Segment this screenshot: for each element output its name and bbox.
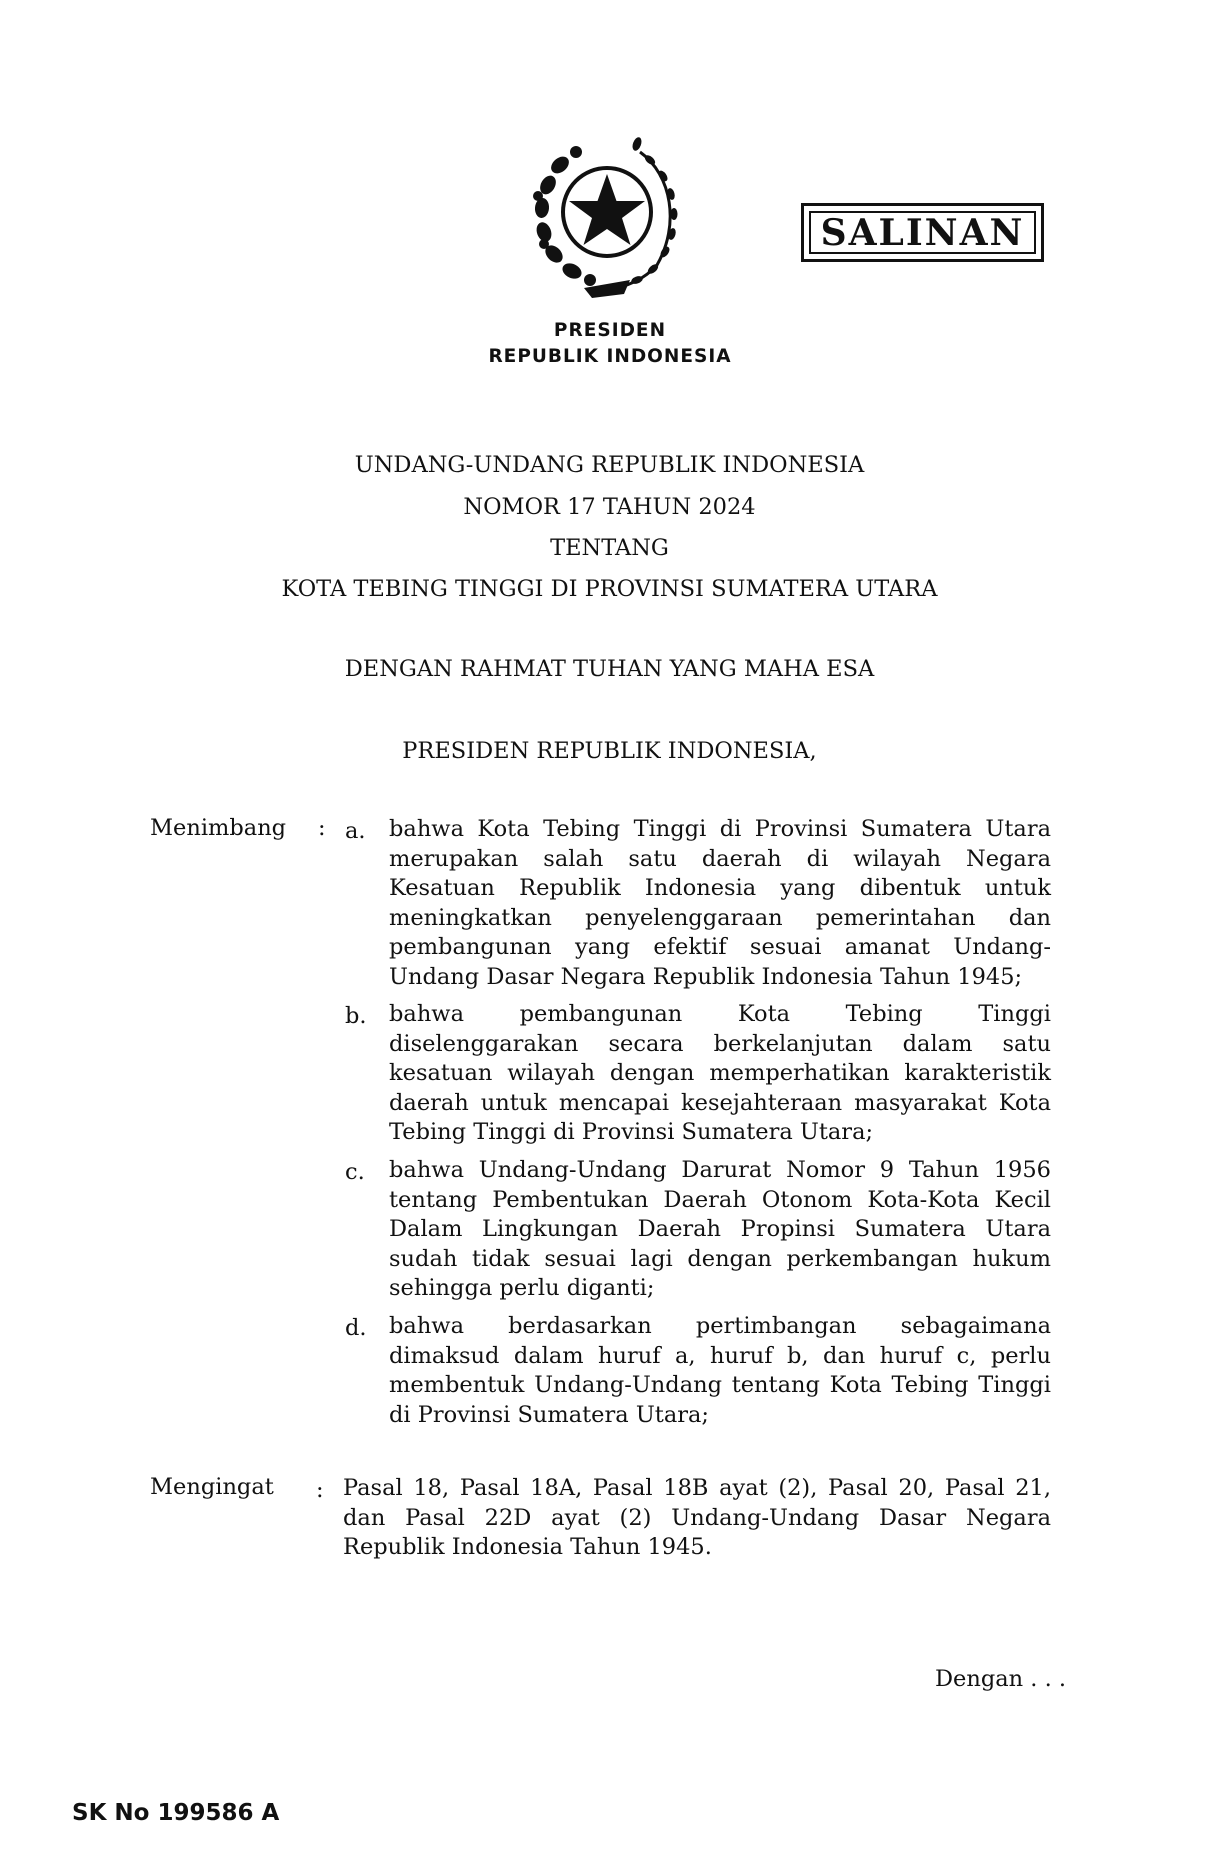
- menimbang-item-letter: a.: [345, 818, 366, 844]
- mengingat-colon: :: [316, 1477, 324, 1503]
- sk-number: SK No 199586 A: [72, 1800, 280, 1826]
- menimbang-label: Menimbang: [150, 815, 287, 841]
- invocation: DENGAN RAHMAT TUHAN YANG MAHA ESA: [344, 656, 875, 682]
- law-tentang: TENTANG: [550, 535, 669, 561]
- menimbang-item-text: bahwa Undang-Undang Darurat Nomor 9 Tahun 1956 tentang Pembentukan Daerah Otonom Kota-Kota Kecil Dalam Lingkungan Daerah Propinsi Sumatera Utara sudah tidak sesuai lagi dengan perkembangan hukum sehingga perlu diganti;: [389, 1157, 1051, 1301]
- issuer: PRESIDEN REPUBLIK INDONESIA,: [402, 738, 817, 764]
- garuda-star-wreath-emblem-icon: [522, 130, 692, 300]
- menimbang-item-text: bahwa Kota Tebing Tinggi di Provinsi Sumatera Utara merupakan salah satu daerah di wilayah Negara Kesatuan Republik Indonesia yang dibentuk untuk meningkatkan penyelenggaraan pemerintahan dan pembangunan yang efektif sesuai amanat Undang-Undang Dasar Negara Republik Indonesia Tahun 1945;: [389, 816, 1051, 990]
- menimbang-item-text: bahwa pembangunan Kota Tebing Tinggi diselenggarakan secara berkelanjutan dalam satu kesatuan wilayah dengan memperhatikan karakteristik daerah untuk mencapai kesejahteraan masyarakat Kota Tebing Tinggi di Provinsi Sumatera Utara;: [389, 1001, 1051, 1145]
- menimbang-item-letter: d.: [345, 1315, 367, 1341]
- mengingat-label: Mengingat: [150, 1474, 274, 1500]
- law-subject: KOTA TEBING TINGGI DI PROVINSI SUMATERA UTARA: [281, 576, 938, 602]
- salinan-stamp-text: SALINAN: [820, 211, 1025, 254]
- menimbang-item-letter: b.: [345, 1003, 367, 1029]
- salinan-stamp: [801, 203, 1044, 262]
- mengingat-text: Pasal 18, Pasal 18A, Pasal 18B ayat (2), Pasal 20, Pasal 21, dan Pasal 22D ayat (2) Undang-Undang Dasar Negara Republik Indonesia Tahun 1945.: [343, 1475, 1051, 1560]
- menimbang-colon: :: [318, 815, 326, 841]
- menimbang-item-letter: c.: [345, 1159, 365, 1185]
- law-number: NOMOR 17 TAHUN 2024: [463, 494, 756, 520]
- office-heading: [400, 318, 820, 370]
- menimbang-item-text: bahwa berdasarkan pertimbangan sebagaimana dimaksud dalam huruf a, huruf b, dan huruf c, perlu membentuk Undang-Undang tentang Kota Tebing Tinggi di Provinsi Sumatera Utara;: [389, 1313, 1051, 1428]
- continuation-word: Dengan . . .: [935, 1666, 1067, 1692]
- office-line-republik: REPUBLIK INDONESIA: [488, 346, 732, 367]
- office-line-presiden: PRESIDEN: [553, 320, 667, 341]
- law-title: UNDANG-UNDANG REPUBLIK INDONESIA: [354, 452, 865, 478]
